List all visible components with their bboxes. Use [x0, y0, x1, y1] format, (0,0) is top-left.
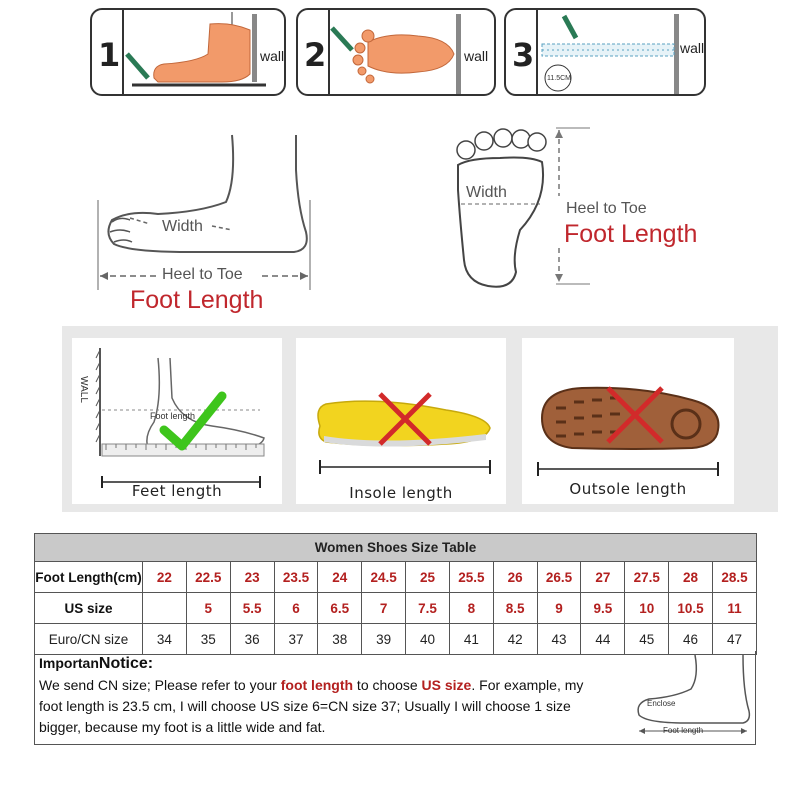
table-cell: 35 [186, 624, 230, 655]
table-cell: 26.5 [537, 562, 581, 593]
top-foot-length-label: Foot Length [564, 220, 698, 248]
table-row [35, 562, 757, 593]
top-heel-to-toe-label: Heel to Toe [566, 200, 647, 217]
ruler-tag: 11.5CM [547, 75, 571, 82]
table-cell: 41 [449, 624, 493, 655]
table-cell [143, 593, 187, 624]
feet-length-label: Feet length [131, 482, 223, 500]
notice-title: Notice: [98, 655, 154, 672]
table-cell: 28.5 [712, 562, 756, 593]
row-header: US size [35, 593, 143, 624]
step-number: 3 [512, 36, 535, 74]
side-width-label: Width [162, 218, 203, 235]
table-cell: 6 [274, 593, 318, 624]
wall-vertical-label: WALL [77, 376, 89, 403]
outsole-length-card [522, 338, 734, 504]
notice-text: We send CN size; Please refer to your foot length to choose US size. For example, my foot length is 23.5 cm, I will choose US size 6=CN size 37; Usually I will choose 1 size bigger, because my foot is a little wide and fat. [39, 677, 584, 735]
table-cell: 7.5 [406, 593, 450, 624]
notice-prefix: Importan [39, 655, 99, 671]
top-foot-diagram [0, 0, 800, 330]
table-row [35, 593, 757, 624]
table-cell: 8.5 [493, 593, 537, 624]
table-cell: 10.5 [669, 593, 713, 624]
table-cell: 9.5 [581, 593, 625, 624]
table-cell: 6.5 [318, 593, 362, 624]
table-cell: 27 [581, 562, 625, 593]
table-cell: 47 [712, 624, 756, 655]
table-cell: 36 [230, 624, 274, 655]
table-cell: 42 [493, 624, 537, 655]
table-cell: 23.5 [274, 562, 318, 593]
table-cell: 38 [318, 624, 362, 655]
insole-length-card [296, 338, 506, 504]
mini-foot-length-label: Foot length [663, 726, 704, 735]
notice-box [34, 651, 756, 745]
table-cell: 39 [362, 624, 406, 655]
table-cell: 8 [449, 593, 493, 624]
table-cell: 7 [362, 593, 406, 624]
side-foot-length-label: Foot Length [130, 286, 264, 314]
step-number: 2 [304, 36, 327, 74]
wall-label: wall [260, 48, 285, 64]
size-table [34, 533, 756, 655]
table-cell: 37 [274, 624, 318, 655]
table-cell: 11 [712, 593, 756, 624]
table-cell: 40 [406, 624, 450, 655]
table-cell: 10 [625, 593, 669, 624]
table-cell: 5.5 [230, 593, 274, 624]
table-cell: 44 [581, 624, 625, 655]
table-cell: 5 [186, 593, 230, 624]
row-header: Euro/CN size [35, 624, 143, 655]
wall-label: wall [680, 40, 705, 56]
table-cell: 25 [406, 562, 450, 593]
table-cell: 9 [537, 593, 581, 624]
table-cell: 43 [537, 624, 581, 655]
mini-enclose-label: Enclose [647, 699, 676, 708]
table-cell: 22.5 [186, 562, 230, 593]
mini-foot-diagram [35, 651, 757, 745]
top-width-label: Width [466, 184, 507, 201]
inner-foot-length-label: Foot length [150, 411, 196, 421]
table-row [35, 624, 757, 655]
table-cell: 45 [625, 624, 669, 655]
insole-length-label: Insole length [349, 484, 453, 502]
table-cell: 22 [143, 562, 187, 593]
table-cell: 46 [669, 624, 713, 655]
table-cell: 23 [230, 562, 274, 593]
wall-label: wall [464, 48, 489, 64]
table-title: Women Shoes Size Table [35, 534, 757, 562]
feet-length-card [72, 338, 282, 504]
step-number: 1 [98, 36, 121, 74]
row-header: Foot Length(cm) [35, 562, 143, 593]
table-cell: 26 [493, 562, 537, 593]
table-cell: 34 [143, 624, 187, 655]
table-cell: 25.5 [449, 562, 493, 593]
table-cell: 24 [318, 562, 362, 593]
side-heel-to-toe-label: Heel to Toe [162, 266, 243, 283]
table-cell: 28 [669, 562, 713, 593]
outsole-length-label: Outsole length [569, 480, 687, 498]
table-cell: 24.5 [362, 562, 406, 593]
table-cell: 27.5 [625, 562, 669, 593]
